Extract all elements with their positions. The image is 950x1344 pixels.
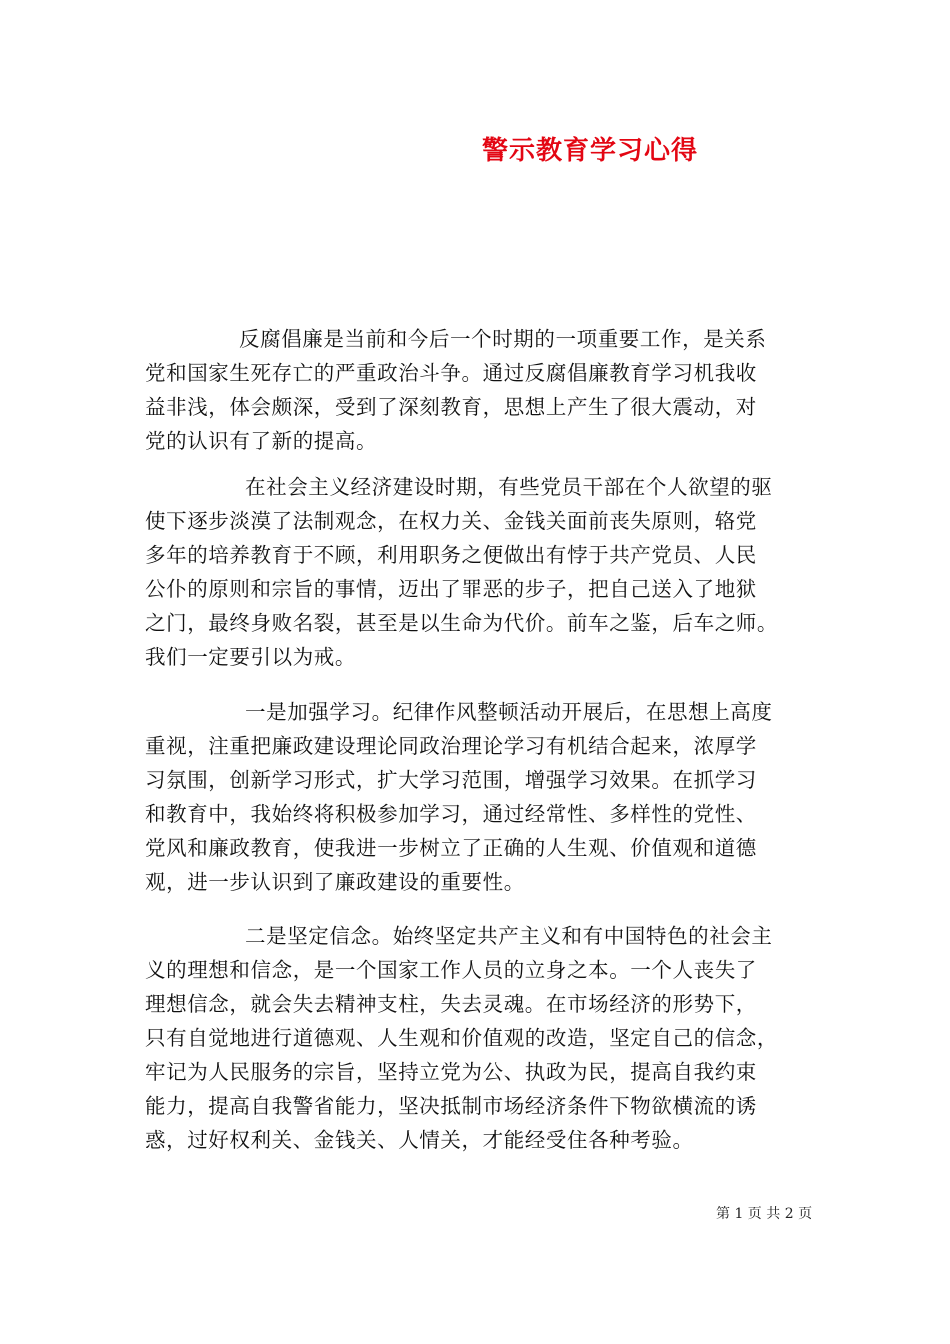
document-title: 警示教育学习心得 (481, 136, 698, 166)
paragraph-line: 我们一定要引以为戒。 (145, 645, 356, 669)
paragraph-line: 重视，注重把廉政建设理论同政治理论学习有机结合起来，浓厚学 (145, 734, 757, 758)
paragraph-line: 义的理想和信念，是一个国家工作人员的立身之本。一个人丧失了 (145, 958, 757, 982)
paragraph-line: 反腐倡廉是当前和今后一个时期的一项重要工作，是关系 (239, 327, 767, 351)
paragraph-line: 一是加强学习。纪律作风整顿活动开展后，在思想上高度 (245, 700, 773, 724)
paragraph-line: 益非浅，体会颇深，受到了深刻教育，思想上产生了很大震动，对 (145, 395, 757, 419)
paragraph-line: 党和国家生死存亡的严重政治斗争。通过反腐倡廉教育学习机我收 (145, 361, 757, 385)
paragraph-line: 观，进一步认识到了廉政建设的重要性。 (145, 870, 525, 894)
paragraph-4 (145, 919, 825, 1157)
paragraph-line: 能力，提高自我警省能力，坚决抵制市场经济条件下物欲横流的诱 (145, 1094, 757, 1118)
paragraph-3 (145, 695, 825, 899)
paragraph-line: 只有自觉地进行道德观、人生观和价值观的改造，坚定自己的信念， (145, 1026, 778, 1050)
paragraph-line: 和教育中，我始终将积极参加学习，通过经常性、多样性的党性、 (145, 802, 757, 826)
paragraph-line: 党风和廉政教育，使我进一步树立了正确的人生观、价值观和道德 (145, 836, 757, 860)
paragraph-line: 公仆的原则和宗旨的事情，迈出了罪恶的步子，把自己送入了地狱 (145, 577, 757, 601)
paragraph-line: 惑，过好权利关、金钱关、人情关，才能经受住各种考验。 (145, 1128, 694, 1152)
paragraph-line: 之门，最终身败名裂，甚至是以生命为代价。前车之鉴，后车之师。 (145, 611, 778, 635)
paragraph-line: 二是坚定信念。始终坚定共产主义和有中国特色的社会主 (245, 924, 773, 948)
paragraph-line: 理想信念，就会失去精神支柱，失去灵魂。在市场经济的形势下， (145, 992, 757, 1016)
paragraph-line: 多年的培养教育于不顾，利用职务之便做出有悖于共产党员、人民 (145, 543, 757, 567)
paragraph-2 (145, 470, 825, 674)
paragraph-line: 在社会主义经济建设时期，有些党员干部在个人欲望的驱 (245, 475, 773, 499)
paragraph-line: 党的认识有了新的提高。 (145, 429, 378, 453)
paragraph-1 (145, 322, 825, 458)
paragraph-line: 使下逐步淡漠了法制观念，在权力关、金钱关面前丧失原则，辂党 (145, 509, 757, 533)
paragraph-line: 牢记为人民服务的宗旨，坚持立党为公、执政为民，提高自我约束 (145, 1060, 757, 1084)
page-number-footer: 第 1 页 共 2 页 (716, 1206, 813, 1222)
paragraph-line: 习氛围，创新学习形式，扩大学习范围，增强学习效果。在抓学习 (145, 768, 757, 792)
